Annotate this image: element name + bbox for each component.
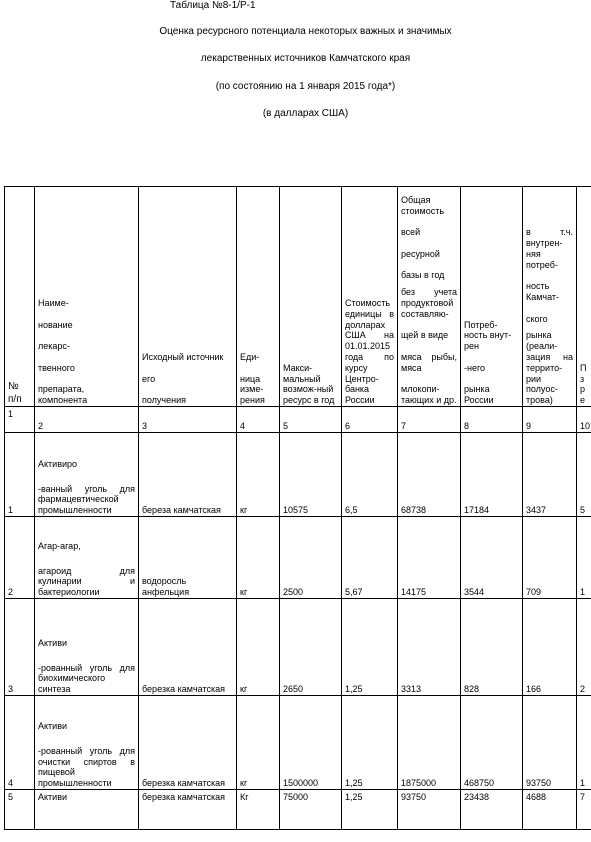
kamchatka-need: 3437 (523, 433, 577, 517)
max-resource: 2650 (280, 599, 342, 696)
source: березка камчатская (139, 599, 237, 696)
header-col-max-resource: Макси- мальный возмож-ный ресурс в год (280, 187, 342, 407)
col-10-value: 1 (577, 696, 591, 790)
max-resource: 75000 (280, 790, 342, 830)
unit-price: 6,5 (342, 433, 398, 517)
kamchatka-need: 4688 (523, 790, 577, 830)
row-number: 3 (5, 599, 35, 696)
unit-price: 1,25 (342, 599, 398, 696)
russia-need: 828 (461, 599, 523, 696)
column-index: 1 (5, 407, 35, 433)
header-col-total-value: Общая стоимость всей ресурной базы в год без учета продуктовой составляю- щей в виде мяса рыбы, мяса млокопи- тающих и др. (398, 187, 461, 407)
source: береза камчатская (139, 433, 237, 517)
header-col-unit-price: Стоимость единицы в долларах США на 01.01.2015 года по курсу Центро-банка России (342, 187, 398, 407)
title-line-2: лекарственных источников Камчатского края (200, 53, 411, 64)
unit: Кг (237, 790, 280, 830)
header-col-10: П з р е (577, 187, 591, 407)
max-resource: 10575 (280, 433, 342, 517)
product-name-rest: -рованный уголь для биохимического синтеза (38, 662, 135, 695)
product-name-cell (35, 517, 139, 599)
source: березка камчатская (139, 696, 237, 790)
title-line-1: Оценка ресурсного потенциала некоторых важных и значимых (159, 26, 452, 37)
header-col-number: № п/п (5, 187, 35, 407)
header-col-russia-need: Потреб-ность внут-рен -него рынка России (461, 187, 523, 407)
max-resource: 2500 (280, 517, 342, 599)
column-index: 10 (577, 407, 591, 433)
source: водоросль анфельция (139, 517, 237, 599)
col-10-value: 7 (577, 790, 591, 830)
unit: кг (237, 433, 280, 517)
kamchatka-need: 93750 (523, 696, 577, 790)
col-10-value: 2 (577, 599, 591, 696)
product-name: Активи (38, 637, 67, 648)
header-col-unit: Еди- ница изме- рения (237, 187, 280, 407)
russia-need: 17184 (461, 433, 523, 517)
title-line-3: (по состоянию на 1 января 2015 года*) (215, 81, 396, 92)
column-index: 6 (342, 407, 398, 433)
source: березка камчатская (139, 790, 237, 830)
column-index-row (5, 407, 591, 433)
row-number: 1 (5, 433, 35, 517)
col-10-value: 1 (577, 517, 591, 599)
column-index: 8 (461, 407, 523, 433)
product-name-cell (35, 790, 139, 830)
total-value: 93750 (398, 790, 461, 830)
total-value: 1875000 (398, 696, 461, 790)
column-index: 7 (398, 407, 461, 433)
table-row (5, 599, 591, 696)
column-index: 9 (523, 407, 577, 433)
max-resource: 1500000 (280, 696, 342, 790)
header-col-name: Наиме- нование лекарс- твенного препарата, компонента (35, 187, 139, 407)
russia-need: 468750 (461, 696, 523, 790)
col-10-value: 5 (577, 433, 591, 517)
header-col-kamchatka-need: в т.ч. внутрен-няя потреб- ность Камчат- ского рынка (реали-зация на террито-рии полуос-трова) (523, 187, 577, 407)
table-row (5, 433, 591, 517)
header-row (5, 187, 591, 407)
product-name-rest: -рованный уголь для очистки спиртов в пищевой промышленности (38, 745, 135, 789)
product-name: Активи (38, 721, 67, 732)
column-index: 2 (35, 407, 139, 433)
unit: кг (237, 599, 280, 696)
product-name: Активиро (38, 458, 78, 469)
kamchatka-need: 709 (523, 517, 577, 599)
table-row (5, 696, 591, 790)
row-number: 2 (5, 517, 35, 599)
product-name-cell (35, 696, 139, 790)
table-row (5, 517, 591, 599)
row-number: 5 (5, 790, 35, 830)
product-name-cell (35, 599, 139, 696)
unit-price: 1,25 (342, 696, 398, 790)
unit-price: 5,67 (342, 517, 398, 599)
resource-table (4, 186, 591, 830)
header-col-source: Исходный источник его получения (139, 187, 237, 407)
column-index: 5 (280, 407, 342, 433)
kamchatka-need: 166 (523, 599, 577, 696)
russia-need: 23438 (461, 790, 523, 830)
russia-need: 3544 (461, 517, 523, 599)
table-number: Таблица №8-1/Р-1 (170, 0, 256, 11)
product-name: Агар-агар, (38, 540, 81, 551)
total-value: 3313 (398, 599, 461, 696)
total-value: 68738 (398, 433, 461, 517)
row-number: 4 (5, 696, 35, 790)
product-name-cell (35, 433, 139, 517)
column-index: 3 (139, 407, 237, 433)
column-index: 4 (237, 407, 280, 433)
product-name-rest: -ванный уголь для фармацевтической промышленности (38, 483, 135, 516)
table-row (5, 790, 591, 830)
unit-price: 1,25 (342, 790, 398, 830)
unit: кг (237, 517, 280, 599)
product-name-rest: агароид для кулинарии и бактериологии (38, 565, 135, 598)
product-name: Активи (38, 792, 67, 802)
total-value: 14175 (398, 517, 461, 599)
title-line-4: (в далларах США) (262, 108, 349, 119)
unit: кг (237, 696, 280, 790)
